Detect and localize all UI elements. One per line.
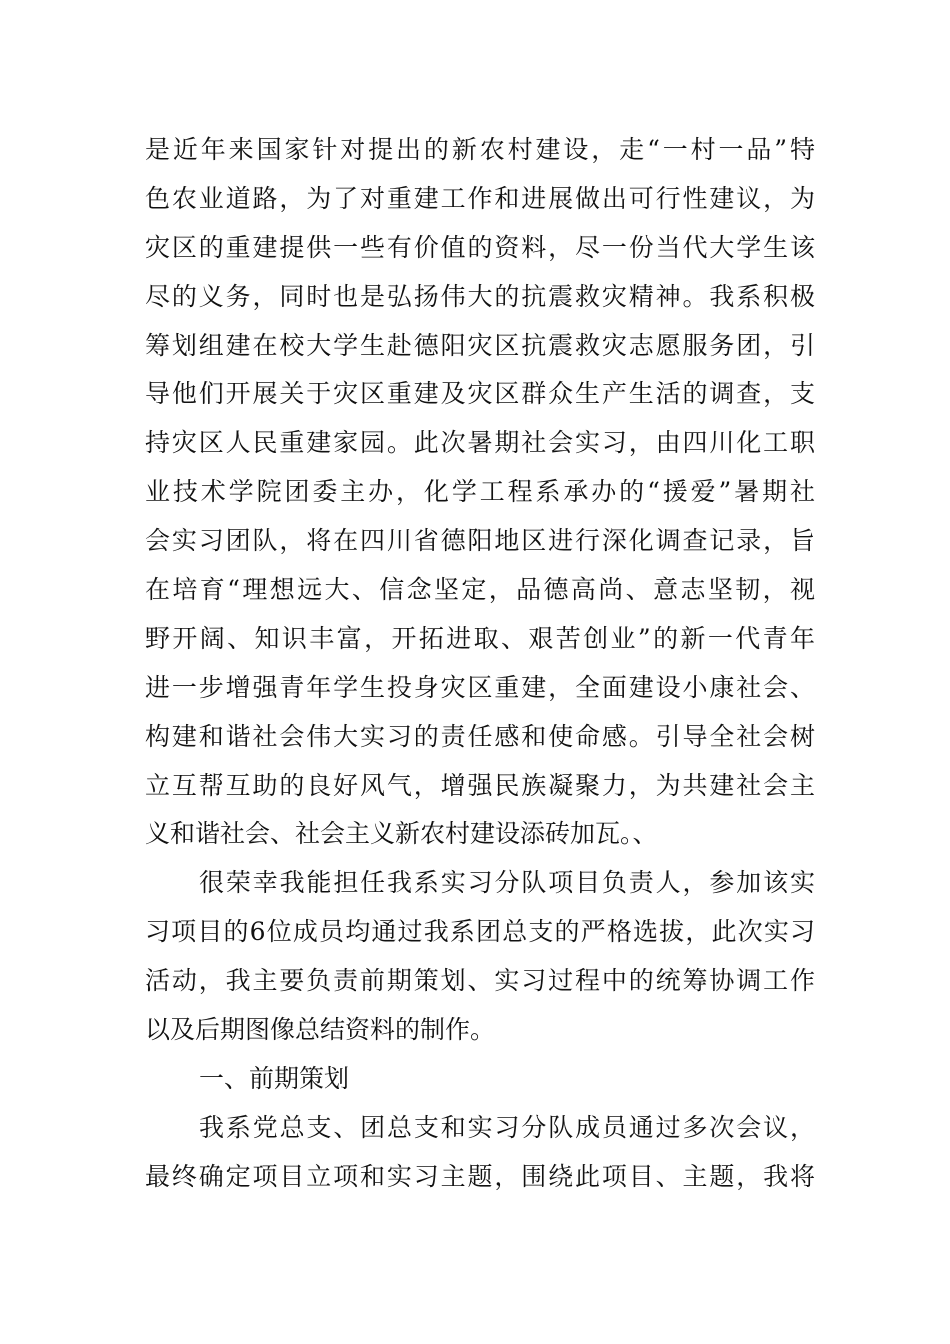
text-line: 野开阔、知识丰富，开拓进取、艰苦创业”的新一代青年	[145, 623, 815, 653]
text-line: 习项目的6位成员均通过我系团总支的严格选拔，此次实习	[145, 917, 815, 947]
text-line: 在培育“理想远大、信念坚定，品德高尚、意志坚韧，视	[145, 575, 815, 605]
text-line: 义和谐社会、社会主义新农村建设添砖加瓦。、	[145, 819, 658, 849]
text-line: 构建和谐社会伟大实习的责任感和使命感。引导全社会树	[145, 721, 815, 751]
text-line: 以及后期图像总结资料的制作。	[145, 1015, 496, 1045]
text-line: 活动，我主要负责前期策划、实习过程中的统筹协调工作	[145, 966, 815, 996]
text-line: 持灾区人民重建家园。此次暑期社会实习，由四川化工职	[145, 428, 815, 458]
text-line: 尽的义务，同时也是弘扬伟大的抗震救灾精神。我系积极	[145, 281, 815, 311]
text-line: 立互帮互助的良好风气，增强民族凝聚力，为共建社会主	[145, 770, 815, 800]
text-line: 一、前期策划	[199, 1063, 350, 1093]
text-line: 我系党总支、团总支和实习分队成员通过多次会议，	[199, 1112, 815, 1142]
text-line: 很荣幸我能担任我系实习分队项目负责人，参加该实	[199, 868, 815, 898]
text-line: 会实习团队，将在四川省德阳地区进行深化调查记录，旨	[145, 526, 815, 556]
text-line: 色农业道路，为了对重建工作和进展做出可行性建议，为	[145, 183, 815, 213]
body-text	[145, 126, 815, 1202]
text-line: 最终确定项目立项和实习主题，围绕此项目、主题，我将	[145, 1161, 815, 1191]
text-line: 筹划组建在校大学生赴德阳灾区抗震救灾志愿服务团，引	[145, 330, 815, 360]
text-line: 是近年来国家针对提出的新农村建设，走“一村一品”特	[145, 135, 815, 164]
text-line: 进一步增强青年学生投身灾区重建，全面建设小康社会、	[145, 672, 815, 702]
text-line: 灾区的重建提供一些有价值的资料，尽一份当代大学生该	[145, 232, 815, 262]
text-line: 导他们开展关于灾区重建及灾区群众生产生活的调查，支	[145, 379, 815, 409]
text-line: 业技术学院团委主办，化学工程系承办的“援爱”暑期社	[145, 477, 815, 507]
